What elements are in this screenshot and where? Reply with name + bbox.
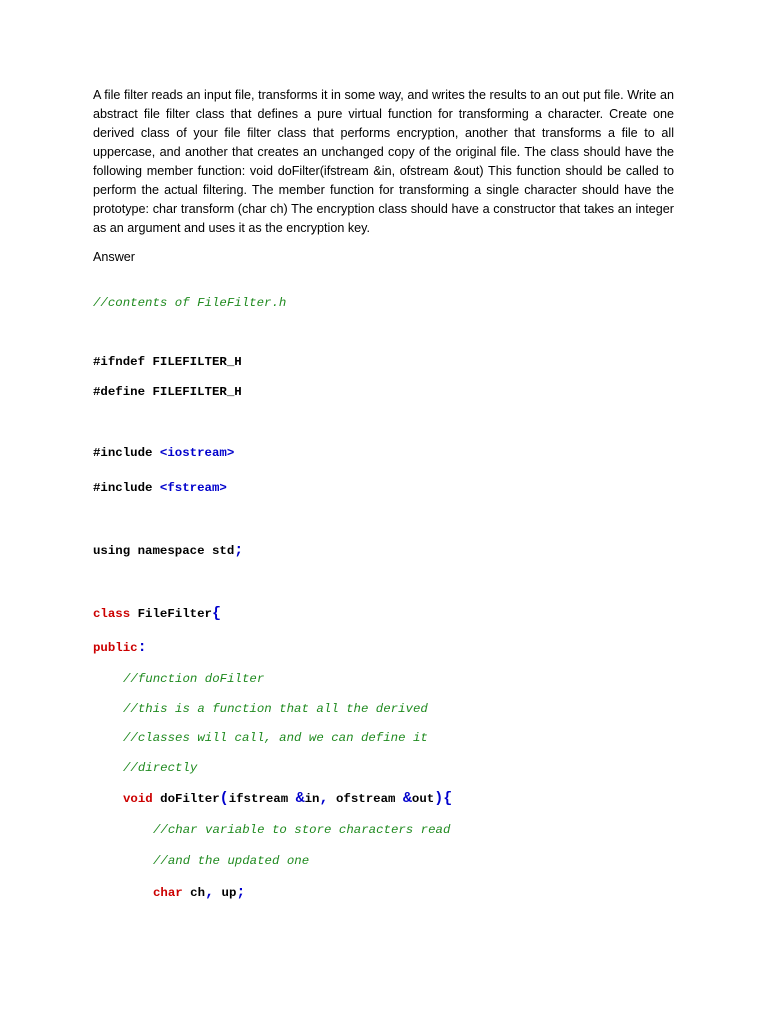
using-namespace-line xyxy=(93,543,243,559)
variable-name: ch xyxy=(182,886,206,900)
ampersand: & xyxy=(295,790,305,807)
class-declaration-line xyxy=(93,606,221,622)
param-type: ofstream xyxy=(328,792,403,806)
param-type: ifstream xyxy=(228,792,296,806)
comment-line: //function doFilter xyxy=(123,672,265,686)
param-name: out xyxy=(411,792,435,806)
ampersand: & xyxy=(402,790,412,807)
include-directive: #include xyxy=(93,446,160,460)
class-name: FileFilter xyxy=(130,607,212,621)
colon: : xyxy=(137,639,147,656)
class-keyword: class xyxy=(93,607,131,621)
comment-line: //and the updated one xyxy=(153,854,310,868)
answer-label: Answer xyxy=(93,250,135,264)
comment-line: //this is a function that all the derived xyxy=(123,702,428,716)
dofilter-signature-line xyxy=(123,791,452,807)
semicolon: ; xyxy=(234,542,244,559)
define-line: #define FILEFILTER_H xyxy=(93,385,242,399)
include-directive: #include xyxy=(93,481,160,495)
comment-line: //char variable to store characters read xyxy=(153,823,451,837)
paren-open: ( xyxy=(219,790,229,807)
function-name: doFilter xyxy=(152,792,220,806)
include-header: <iostream> xyxy=(159,446,235,460)
param-name: in xyxy=(304,792,320,806)
public-keyword: public xyxy=(93,641,138,655)
comment-line: //directly xyxy=(123,761,198,775)
include-header: <fstream> xyxy=(159,481,227,495)
public-line xyxy=(93,640,147,656)
comma: , xyxy=(319,790,329,807)
comment-header: //contents of FileFilter.h xyxy=(93,296,287,310)
char-declaration-line xyxy=(153,885,245,901)
include-fstream-line xyxy=(93,480,227,496)
variable-name: up xyxy=(214,886,237,900)
comment-line: //classes will call, and we can define it xyxy=(123,731,428,745)
comma: , xyxy=(205,884,215,901)
semicolon: ; xyxy=(236,884,246,901)
void-keyword: void xyxy=(123,792,153,806)
char-keyword: char xyxy=(153,886,183,900)
include-iostream-line xyxy=(93,445,234,461)
using-text: using namespace std xyxy=(93,544,235,558)
ifndef-line: #ifndef FILEFILTER_H xyxy=(93,355,242,369)
paren-close-brace: ){ xyxy=(434,790,453,807)
open-brace: { xyxy=(211,605,221,622)
problem-statement: A file filter reads an input file, transforms it in some way, and writes the results to an out put file. Write an abstract file filter class that defines a pure virtual function for transforming a character. Create one derived class of your file filter class that performs encryption, another that transforms a file to all uppercase, and another that creates an unchanged copy of the original file. The class should have the following member function: void doFilter(ifstream &in, ofstream &out) This function should be called to perform the actual filtering. The member function for transforming a single character should have the prototype: char transform (char ch) The encryption class should have a constructor that takes an integer as an argument and uses it as the encryption key. xyxy=(93,88,674,235)
